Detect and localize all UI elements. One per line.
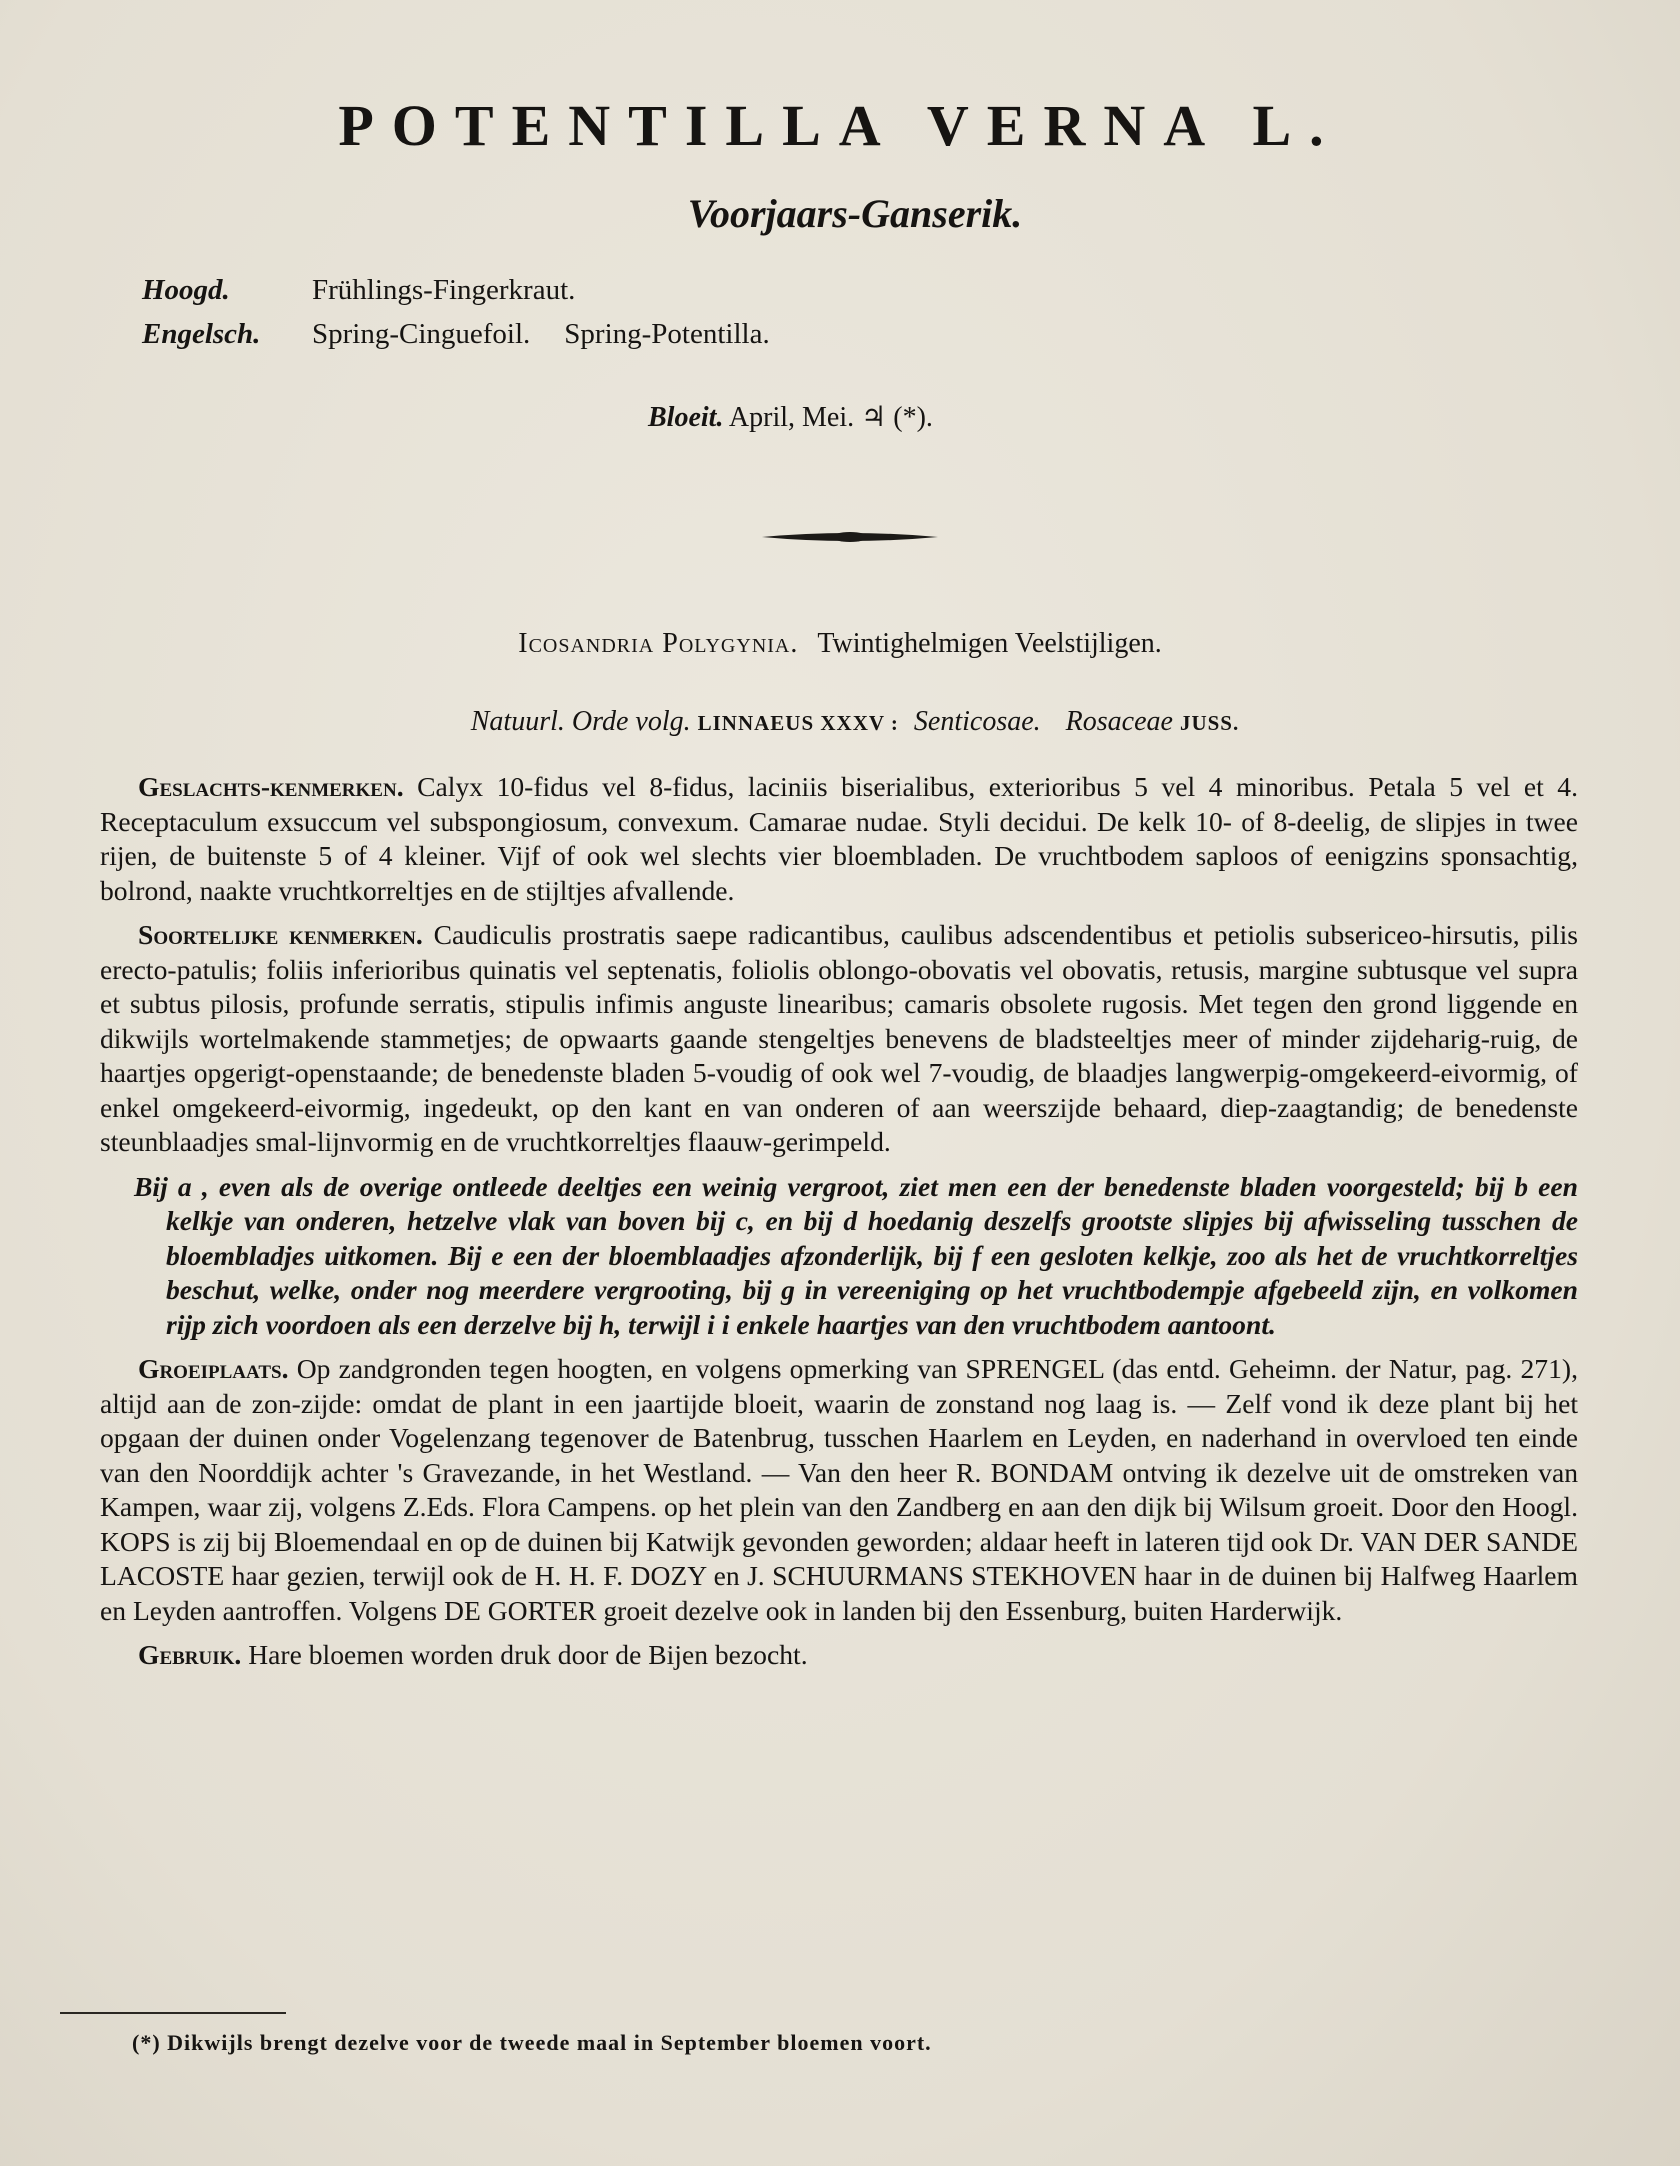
- section-text: Hare bloemen worden druk door de Bijen bezocht.: [248, 1639, 808, 1670]
- natural-order: [0, 706, 1680, 738]
- vernacular-name: Spring-Potentilla.: [564, 318, 770, 350]
- order-linnaeus: LINNAEUS XXXV :: [697, 711, 899, 735]
- perennial-symbol: ♃: [861, 402, 887, 433]
- ornament-divider-icon: [760, 527, 940, 547]
- figure-explanation: [100, 1170, 1578, 1343]
- section-heading: Bij: [134, 1170, 168, 1202]
- language-label: Hoogd.: [142, 274, 230, 306]
- class-dutch: Twintighelmigen Veelstijligen.: [817, 628, 1162, 659]
- section-text: Calyx 10-fidus vel 8-fidus, laciniis biserialibus, exterioribus 5 vel 4 minoribus. Petala 5 vel et 4. Receptaculum exsuccum vel subspongiosum, convexum. Camarae nudae. Styli decidui. De kelk 10- of 8-deelig, de slipjes in twee rijen, de buitenste 5 of 4 kleiner. Vijf of ook wel slechts vier bloembladen. De vruchtbodem saploos of eenigzins sponsachtig, bolrond, naakte vruchtkorreltjes en de stijltjes afvallende.: [100, 771, 1578, 906]
- order-prefix: Natuurl. Orde volg.: [470, 706, 691, 737]
- vernacular-names: [142, 268, 804, 356]
- section-text: Caudiculis prostratis saepe radicantibus, caulibus adscendentibus et petiolis subsericeo-hirsutis, pilis erecto-patulis; foliis inferioribus quinatis vel septenatis, foliolis oblongo-obovatis vel obovatis, retusis, margine subtusque vel supra et subtus pilosis, profunde serratis, stipulis infimis anguste linearibus; camaris obsolete rugosis. Met tegen den grond liggende en dikwijls wortelmakende stammetjes; de opwaarts gaande stengeltjes benevens de bladsteeltjes meer of minder zijdeharig-ruig, de haartjes opgerigt-openstaande; de benedenste bladen 5-voudig of ook wel 7-voudig, de blaadjes langwerpig-omgekeerd-eivormig, of enkel omgekeerd-eivormig, ingedeukt, op den kant en van onderen of aan weerszijde behaard, diep-zaagtandig; de benedenste steunblaadjes smal-lijnvormig en de vruchtkorreltjes flaauw-gerimpeld.: [100, 919, 1579, 1157]
- section-text: a , even als de overige ontleede deeltjes een weinig vergroot, ziet men een der benedenste bladen voorgesteld; bij b een kelkje van onderen, hetzelve vlak van boven bij c, en bij d hoedanig deszelfs grootste slipjes bij afwisseling tusschen de bloembladjes uitkomen. Bij e een der bloemblaadjes afzonderlijk, bij f een gesloten kelkje, zoo als het de vruchtkorreltjes beschut, welke, onder nog meerdere vergrooting, bij g in vereeniging op het vruchtbodempje afgebeeld zijn, en volkomen rijp zich voordoen als een derzelve bij h, terwijl i i enkele haartjes van den vruchtbodem aantoont.: [166, 1170, 1578, 1340]
- footnote-mark: (*).: [893, 402, 933, 433]
- order-juss: JUSS.: [1179, 711, 1240, 735]
- bloom-months: April, Mei.: [728, 402, 855, 433]
- vernacular-row-german: [142, 268, 804, 312]
- description: [100, 770, 1578, 1683]
- page-title: POTENTILLA VERNA L.: [338, 93, 1342, 158]
- order-rosaceae: Rosaceae: [1065, 706, 1173, 737]
- genus-characters: [100, 770, 1578, 908]
- vernacular-name: Frühlings-Fingerkraut.: [312, 274, 576, 306]
- section-text: Op zandgronden tegen hoogten, en volgens opmerking van SPRENGEL (das entd. Geheimn. der Natur, pag. 271), altijd aan de zon-zijde: omdat de plant in een jaartijde bloeit, waarin de zonstand nog laag is. — Zelf vond ik deze plant bij het opgaan der duinen onder Vogelenzang tegenover de Batenbrug, tusschen Haarlem en Leyden, en naderhand in overvloed ten einde van den Noorddijk achter 's Gravezande, in het Westland. — Van den heer R. BONDAM ontving ik dezelve uit de omstreken van Kampen, waar zij, volgens Z.Eds. Flora Campens. op het plein van den Zandberg en aan den dijk bij Wilsum groeit. Door den Hoogl. KOPS is zij bij Bloemendaal en op de duinen bij Katwijk gevonden geworden; aldaar heeft in lateren tijd ook Dr. VAN DER SANDE LACOSTE haar gezien, terwijl ook de H. H. F. DOZY en J. SCHUURMANS STEKHOVEN haar in de duinen bij Halfweg Haarlem en Leyden aantroffen. Volgens DE GORTER groeit dezelve ook in landen bij den Essenburg, buiten Harderwijk.: [100, 1353, 1578, 1626]
- vernacular-row-english: [142, 312, 804, 356]
- footnote-divider: [60, 2012, 286, 2014]
- species-characters: [100, 918, 1578, 1160]
- footnote: (*) Dikwijls brengt dezelve voor de tweede maal in September bloemen voort.: [132, 2030, 932, 2055]
- habitat: [100, 1352, 1578, 1628]
- dutch-name: Voorjaars-Ganserik.: [687, 191, 1023, 236]
- order-senticosae: Senticosae.: [913, 706, 1041, 737]
- section-heading: Soortelijke kenmerken.: [138, 919, 423, 950]
- bloom-label: Bloeit.: [648, 402, 724, 433]
- linnaean-class: [0, 628, 1680, 660]
- class-name: Icosandria Polygynia.: [518, 628, 799, 659]
- language-label: Engelsch.: [142, 318, 261, 350]
- usage: [100, 1638, 1578, 1673]
- section-heading: Geslachts-kenmerken.: [138, 771, 404, 802]
- section-heading: Gebruik.: [138, 1639, 242, 1670]
- bloom-line: [648, 400, 933, 434]
- section-heading: Groeiplaats.: [138, 1353, 289, 1384]
- vernacular-name: Spring-Cinguefoil.: [312, 318, 531, 350]
